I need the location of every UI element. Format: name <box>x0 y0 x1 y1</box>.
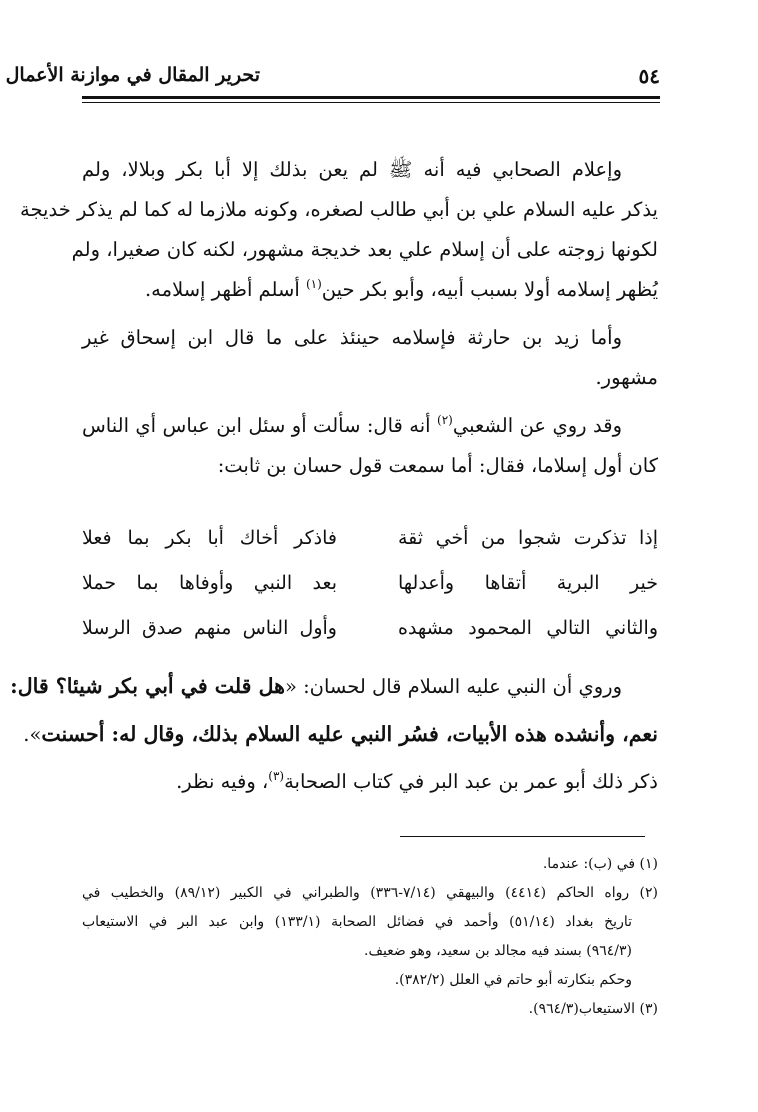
main-text <box>20 150 658 486</box>
header-rule-thick <box>82 96 660 99</box>
footnotes <box>82 850 658 1024</box>
text-run: أسلم أظهر إسلامه. <box>144 278 306 301</box>
text-run: ذكر ذلك أبو عمر بن عبد البر في كتاب الصحابة <box>284 770 658 793</box>
text-line <box>23 710 658 758</box>
text-run: ، وفيه نظر. <box>176 770 269 793</box>
text-line: وأما زيد بن حارثة فإسلامه حينئذ على ما قال ابن إسحاق غير <box>82 326 622 349</box>
text-run: وروي أن النبي عليه السلام قال لحسان: « <box>284 675 622 698</box>
footnote-line: (٩٦٤/٣) بسند فيه مجالد بن سعيد، وهو ضعيف. <box>364 943 632 959</box>
text-line: مشهور. <box>595 366 658 389</box>
verse-second-hemistich: فاذكر أخاك أبا بكر بما فعلا <box>82 527 337 549</box>
verse-first-hemistich: إذا تذكرت شجوا من أخي ثقة <box>398 527 658 549</box>
text-line <box>10 662 658 710</box>
text-run: يُظهر إسلامه أولا بسبب أبيه، وأبو بكر حين <box>321 278 658 301</box>
footnote-marker: (١) <box>305 277 322 291</box>
text-run: أنه قال: سألت أو سئل ابن عباس أي الناس <box>82 414 438 437</box>
footnote-line: (٢) رواه الحاكم (٤٤١٤) والبيهقي (٧/١٤-٣٣٦) والطبراني في الكبير (٨٩/١٢) والخطيب في <box>82 885 659 901</box>
narration-text <box>10 662 658 806</box>
footnote-line: وحكم بنكارته أبو حاتم في العلل (٣٨٢/٢). <box>394 972 632 988</box>
verse-first-hemistich: والثاني التالي المحمود مشهده <box>398 617 658 639</box>
running-title: تحرير المقال في موازنة الأعمال <box>5 64 260 86</box>
page-header <box>5 58 660 94</box>
poem-verse <box>82 563 658 608</box>
poem <box>82 518 658 653</box>
header-rule-thin <box>82 102 660 103</box>
text-line <box>82 270 658 310</box>
verse-first-hemistich: خير البرية أتقاها وأعدلها <box>398 572 658 594</box>
bold-quote: نعم، وأنشده هذه الأبيات، فسُر النبي عليه السلام بذلك، وقال له: أحسنت <box>41 722 658 746</box>
text-run: وقد روي عن الشعبي <box>452 414 622 437</box>
text-line <box>82 406 658 446</box>
verse-second-hemistich: وأول الناس منهم صدق الرسلا <box>82 617 337 639</box>
poem-verse <box>82 518 658 563</box>
poem-verse <box>82 608 658 653</box>
text-line: كان أول إسلاما، فقال: أما سمعت قول حسان بن ثابت: <box>217 454 658 477</box>
footnote-separator <box>400 836 645 837</box>
text-line: لكونها زوجته على أن إسلام علي بعد خديجة مشهور، لكنه كان صغيرا، ولم <box>71 238 658 261</box>
footnote-line: (١) في (ب): عندما. <box>542 856 658 872</box>
footnote-line: تاريخ بغداد (٥١/١٤) وأحمد في فضائل الصحابة (١٣٣/١) وابن عبد البر في الاستيعاب <box>82 914 633 930</box>
text-line: يذكر عليه السلام علي بن أبي طالب لصغره، وكونه ملازما له كما لم يذكر خديجة <box>20 198 658 221</box>
footnote-marker: (٣) <box>268 769 285 783</box>
page-number: ٥٤ <box>638 64 660 88</box>
text-line: وإعلام الصحابي فيه أنه ﷺ لم يعن بذلك إلا أبا بكر وبلالا، ولم <box>82 158 622 181</box>
footnote-line: (٣) الاستيعاب(٩٦٤/٣). <box>528 1001 658 1017</box>
text-line <box>82 758 658 806</box>
footnote-marker: (٢) <box>437 413 453 427</box>
verse-second-hemistich: بعد النبي وأوفاها بما حملا <box>82 572 337 594</box>
quote-close: ». <box>23 723 42 746</box>
bold-quote: هل قلت في أبي بكر شيئا؟ قال: <box>10 674 285 698</box>
